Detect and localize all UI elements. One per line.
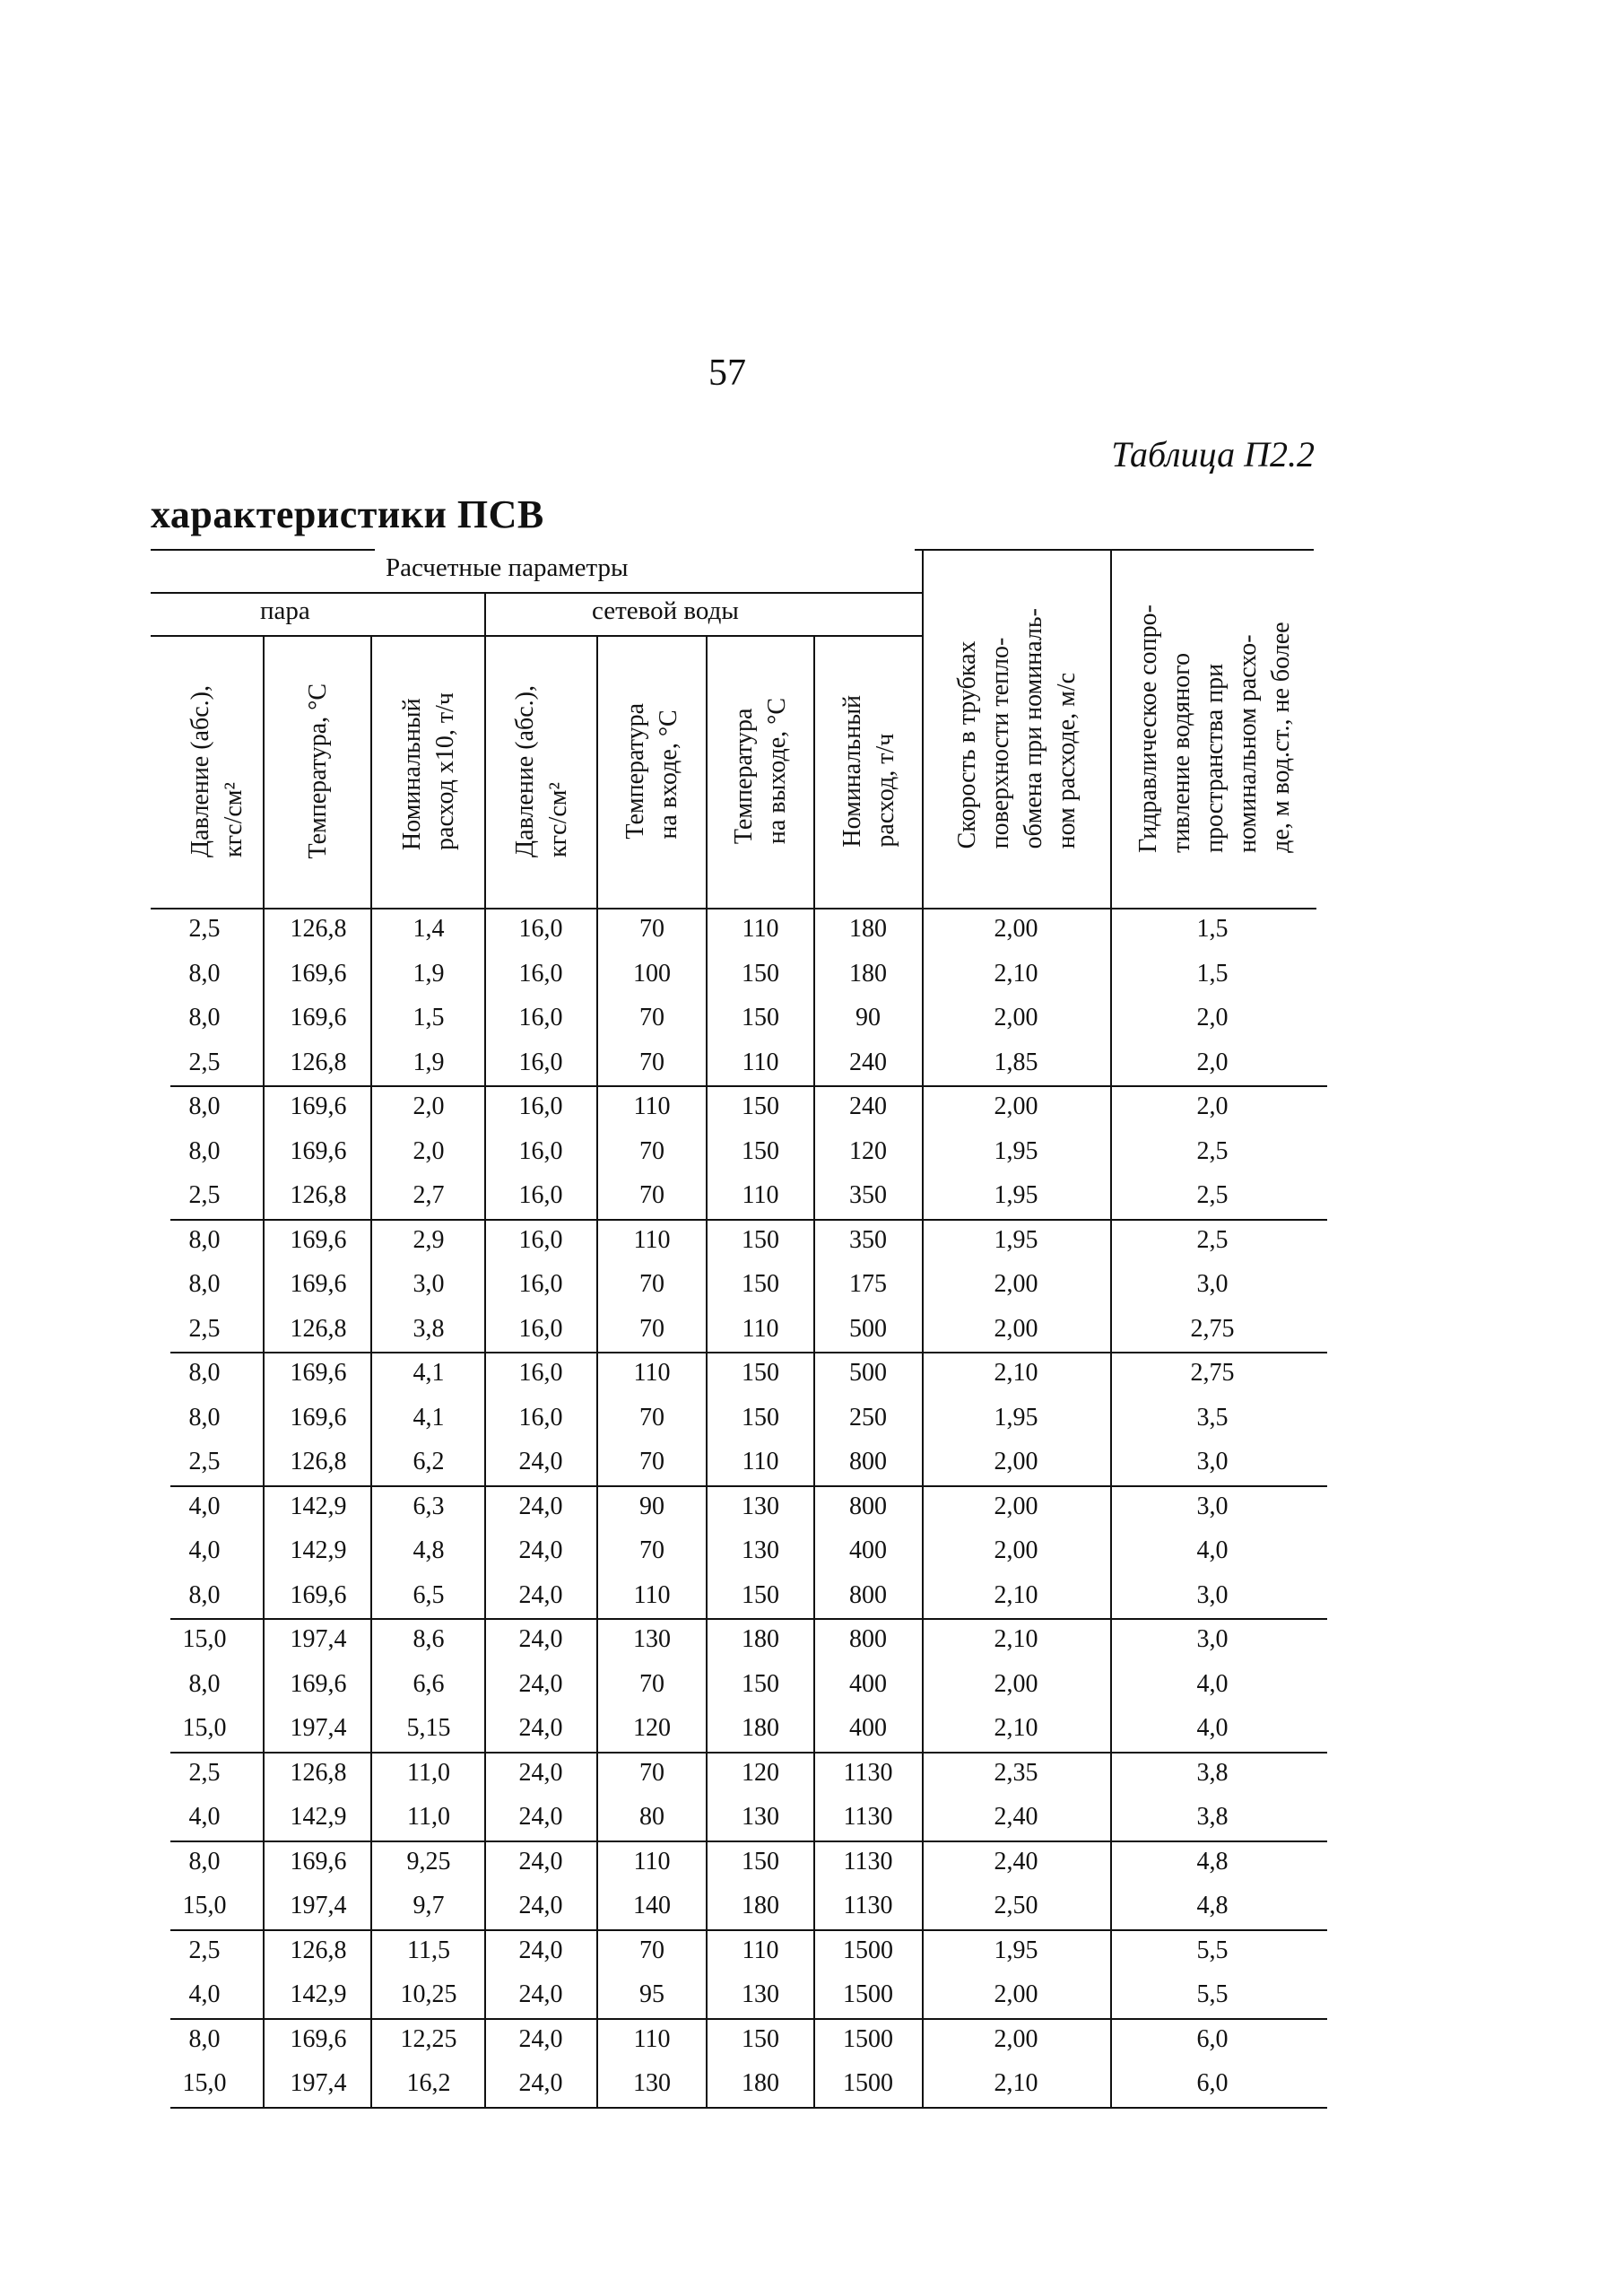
table-cell: 169,6 bbox=[290, 959, 347, 988]
table-cell: 16,0 bbox=[518, 1314, 563, 1343]
table-cell: 4,0 bbox=[1196, 1669, 1229, 1698]
table-cell: 130 bbox=[742, 1492, 779, 1520]
table-cell: 240 bbox=[849, 1092, 887, 1120]
table-cell: 2,10 bbox=[994, 2069, 1038, 2097]
table-cell: 4,0 bbox=[188, 1536, 221, 1564]
table-cell: 11,0 bbox=[407, 1803, 450, 1831]
table-cell: 110 bbox=[742, 915, 779, 943]
table-cell: 169,6 bbox=[290, 1359, 347, 1387]
table-cell: 24,0 bbox=[518, 1448, 563, 1475]
table-cell: 3,0 bbox=[413, 1270, 445, 1298]
table-cell: 70 bbox=[639, 1669, 664, 1698]
table-cell: 70 bbox=[639, 1270, 664, 1298]
table-cell: 110 bbox=[742, 1448, 779, 1475]
table-cell: 3,0 bbox=[1196, 1625, 1229, 1653]
col-header-text: Номинальный расход, т/ч bbox=[838, 695, 899, 848]
table-cell: 70 bbox=[639, 1048, 664, 1076]
table-cell: 2,10 bbox=[994, 959, 1038, 988]
table-cell: 3,8 bbox=[413, 1314, 445, 1343]
table-cell: 4,1 bbox=[413, 1359, 445, 1387]
table-cell: 4,0 bbox=[188, 1492, 221, 1520]
table-cell: 197,4 bbox=[290, 1714, 347, 1742]
table-cell: 16,0 bbox=[518, 959, 563, 988]
table-cell: 1,95 bbox=[994, 1225, 1038, 1254]
table-cell: 8,0 bbox=[188, 1847, 221, 1875]
table-cell: 2,0 bbox=[1196, 1004, 1229, 1031]
table-cell: 80 bbox=[639, 1803, 664, 1831]
table-cell: 5,15 bbox=[406, 1714, 451, 1742]
table-cell: 8,0 bbox=[188, 959, 221, 988]
table-cell: 150 bbox=[742, 1847, 779, 1875]
table-cell: 800 bbox=[849, 1625, 887, 1653]
table-cell: 2,5 bbox=[1196, 1136, 1229, 1165]
table-cell: 150 bbox=[742, 1359, 779, 1387]
table-cell: 16,0 bbox=[518, 1004, 563, 1031]
body-vrule bbox=[813, 908, 815, 2107]
table-cell: 110 bbox=[742, 1936, 779, 1964]
table-cell: 150 bbox=[742, 959, 779, 988]
table-cell: 24,0 bbox=[518, 2024, 563, 2053]
table-cell: 6,0 bbox=[1196, 2069, 1229, 2097]
row-group-rule bbox=[170, 1085, 1327, 1087]
table-cell: 2,5 bbox=[188, 1314, 221, 1343]
table-cell: 4,8 bbox=[1196, 1847, 1229, 1875]
table-cell: 70 bbox=[639, 1136, 664, 1165]
row-group-rule bbox=[170, 1929, 1327, 1931]
table-cell: 16,0 bbox=[518, 1359, 563, 1387]
table-cell: 142,9 bbox=[290, 1980, 347, 2008]
row-group-rule bbox=[170, 1618, 1327, 1620]
table-cell: 24,0 bbox=[518, 1980, 563, 2008]
table-cell: 24,0 bbox=[518, 1536, 563, 1564]
table-cell: 3,8 bbox=[1196, 1803, 1229, 1831]
table-cell: 2,00 bbox=[994, 1448, 1038, 1475]
table-cell: 142,9 bbox=[290, 1803, 347, 1831]
table-cell: 4,8 bbox=[413, 1536, 445, 1564]
table-cell: 130 bbox=[633, 2069, 671, 2097]
table-cell: 70 bbox=[639, 1936, 664, 1964]
row-group-rule bbox=[170, 1219, 1327, 1221]
table-cell: 3,8 bbox=[1196, 1758, 1229, 1787]
table-cell: 2,0 bbox=[1196, 1092, 1229, 1120]
table-cell: 150 bbox=[742, 2024, 779, 2053]
table-cell: 120 bbox=[849, 1136, 887, 1165]
table-cell: 800 bbox=[849, 1448, 887, 1475]
table-cell: 169,6 bbox=[290, 1004, 347, 1031]
table-cell: 150 bbox=[742, 1136, 779, 1165]
header-group-label: Расчетные параметры bbox=[386, 553, 629, 582]
table-cell: 70 bbox=[639, 1448, 664, 1475]
table-cell: 24,0 bbox=[518, 1892, 563, 1919]
table-cell: 169,6 bbox=[290, 1847, 347, 1875]
table-cell: 8,0 bbox=[188, 1225, 221, 1254]
table-cell: 15,0 bbox=[182, 1892, 227, 1919]
table-cell: 2,50 bbox=[994, 1892, 1038, 1919]
table-cell: 90 bbox=[855, 1004, 881, 1031]
table-cell: 169,6 bbox=[290, 1092, 347, 1120]
table-cell: 4,0 bbox=[1196, 1536, 1229, 1564]
table-cell: 110 bbox=[742, 1181, 779, 1209]
table-cell: 110 bbox=[633, 1225, 671, 1254]
table-cell: 10,25 bbox=[400, 1980, 457, 2008]
table-cell: 2,5 bbox=[188, 1181, 221, 1209]
table-cell: 169,6 bbox=[290, 2024, 347, 2053]
table-cell: 11,0 bbox=[407, 1758, 450, 1787]
table-cell: 110 bbox=[633, 1580, 671, 1609]
row-group-rule bbox=[170, 2018, 1327, 2020]
table-label: Таблица П2.2 bbox=[1111, 434, 1315, 474]
col-header-text: Скорость в трубках поверхности тепло- обмена при номиналь- ном расходе, м/с bbox=[953, 607, 1081, 849]
body-vrule bbox=[370, 908, 372, 2107]
table-cell: 95 bbox=[639, 1980, 664, 2008]
table-cell: 3,0 bbox=[1196, 1270, 1229, 1298]
table-cell: 15,0 bbox=[182, 1714, 227, 1742]
table-cell: 6,6 bbox=[413, 1669, 445, 1698]
table-cell: 24,0 bbox=[518, 1758, 563, 1787]
table-cell: 169,6 bbox=[290, 1270, 347, 1298]
table-cell: 16,0 bbox=[518, 1092, 563, 1120]
table-cell: 24,0 bbox=[518, 1580, 563, 1609]
table-cell: 2,40 bbox=[994, 1847, 1038, 1875]
table-cell: 8,0 bbox=[188, 1136, 221, 1165]
row-group-rule bbox=[170, 1352, 1327, 1353]
body-vrule bbox=[922, 908, 924, 2107]
table-cell: 15,0 bbox=[182, 2069, 227, 2097]
table-cell: 2,5 bbox=[1196, 1225, 1229, 1254]
table-cell: 1130 bbox=[843, 1847, 893, 1875]
body-vrule bbox=[263, 908, 265, 2107]
table-cell: 800 bbox=[849, 1580, 887, 1609]
table-cell: 70 bbox=[639, 1181, 664, 1209]
table-cell: 90 bbox=[639, 1492, 664, 1520]
body-vrule bbox=[1110, 908, 1112, 2107]
col-header-text: Номинальный расход х10, т/ч bbox=[397, 692, 459, 850]
table-cell: 16,0 bbox=[518, 1225, 563, 1254]
table-cell: 2,00 bbox=[994, 1536, 1038, 1564]
table-cell: 1,5 bbox=[1196, 959, 1229, 988]
table-cell: 126,8 bbox=[290, 1314, 347, 1343]
table-cell: 400 bbox=[849, 1714, 887, 1742]
table-cell: 1500 bbox=[843, 1980, 893, 2008]
table-cell: 70 bbox=[639, 1758, 664, 1787]
table-cell: 70 bbox=[639, 1403, 664, 1432]
table-cell: 180 bbox=[742, 2069, 779, 2097]
table-cell: 1500 bbox=[843, 1936, 893, 1964]
table-cell: 126,8 bbox=[290, 1181, 347, 1209]
table-cell: 175 bbox=[849, 1270, 887, 1298]
table-cell: 1,9 bbox=[413, 1048, 445, 1076]
table-cell: 3,0 bbox=[1196, 1580, 1229, 1609]
table-cell: 8,0 bbox=[188, 1359, 221, 1387]
table-cell: 2,35 bbox=[994, 1758, 1038, 1787]
table-cell: 126,8 bbox=[290, 1936, 347, 1964]
table-cell: 2,10 bbox=[994, 1625, 1038, 1653]
page-number: 57 bbox=[708, 352, 746, 394]
table-cell: 110 bbox=[633, 1359, 671, 1387]
table-cell: 180 bbox=[742, 1625, 779, 1653]
table-cell: 16,0 bbox=[518, 1181, 563, 1209]
row-group-rule bbox=[170, 1752, 1327, 1754]
col-header-text: Давление (абс.), кгс/см² bbox=[186, 685, 248, 857]
table-cell: 2,5 bbox=[188, 915, 221, 943]
table-cell: 11,5 bbox=[407, 1936, 450, 1964]
table-cell: 142,9 bbox=[290, 1536, 347, 1564]
table-cell: 16,0 bbox=[518, 1270, 563, 1298]
table-cell: 110 bbox=[633, 1847, 671, 1875]
table-cell: 150 bbox=[742, 1092, 779, 1120]
table-cell: 1130 bbox=[843, 1892, 893, 1919]
table-cell: 8,0 bbox=[188, 1092, 221, 1120]
table-cell: 2,5 bbox=[1196, 1181, 1229, 1209]
table-cell: 180 bbox=[849, 915, 887, 943]
table-cell: 169,6 bbox=[290, 1225, 347, 1254]
table-cell: 350 bbox=[849, 1181, 887, 1209]
table-cell: 24,0 bbox=[518, 1714, 563, 1742]
table-cell: 70 bbox=[639, 1314, 664, 1343]
table-cell: 110 bbox=[742, 1048, 779, 1076]
table-cell: 70 bbox=[639, 1004, 664, 1031]
table-cell: 16,2 bbox=[406, 2069, 451, 2097]
table-cell: 1,5 bbox=[1196, 915, 1229, 943]
table-cell: 8,0 bbox=[188, 1004, 221, 1031]
table-cell: 2,10 bbox=[994, 1580, 1038, 1609]
header-steam-label: пара bbox=[260, 596, 310, 625]
table-cell: 2,9 bbox=[413, 1225, 445, 1254]
table-cell: 2,7 bbox=[413, 1181, 445, 1209]
col-header-text: Давление (абс.), кгс/см² bbox=[510, 685, 572, 857]
table-cell: 169,6 bbox=[290, 1403, 347, 1432]
table-cell: 169,6 bbox=[290, 1669, 347, 1698]
body-vrule bbox=[706, 908, 708, 2107]
table-cell: 24,0 bbox=[518, 2069, 563, 2097]
table-cell: 150 bbox=[742, 1669, 779, 1698]
table-cell: 8,0 bbox=[188, 2024, 221, 2053]
table-cell: 2,00 bbox=[994, 1980, 1038, 2008]
table-cell: 16,0 bbox=[518, 1048, 563, 1076]
table-cell: 110 bbox=[633, 1092, 671, 1120]
table-cell: 169,6 bbox=[290, 1580, 347, 1609]
body-vrule bbox=[596, 908, 598, 2107]
table-cell: 1,85 bbox=[994, 1048, 1038, 1076]
table-cell: 126,8 bbox=[290, 1448, 347, 1475]
table-cell: 120 bbox=[742, 1758, 779, 1787]
table-cell: 4,8 bbox=[1196, 1892, 1229, 1919]
table-cell: 180 bbox=[742, 1892, 779, 1919]
table-cell: 1,5 bbox=[413, 1004, 445, 1031]
table-cell: 5,5 bbox=[1196, 1980, 1229, 2008]
table-cell: 1130 bbox=[843, 1758, 893, 1787]
col-header-text: Температура на выходе, °С bbox=[730, 698, 791, 845]
table-cell: 8,0 bbox=[188, 1580, 221, 1609]
table-cell: 2,0 bbox=[1196, 1048, 1229, 1076]
table-cell: 197,4 bbox=[290, 1892, 347, 1919]
table-cell: 4,0 bbox=[188, 1803, 221, 1831]
page-title: характеристики ПСВ bbox=[151, 492, 544, 536]
table-cell: 1130 bbox=[843, 1803, 893, 1831]
table-cell: 1,9 bbox=[413, 959, 445, 988]
table-cell: 9,25 bbox=[406, 1847, 451, 1875]
table-cell: 110 bbox=[742, 1314, 779, 1343]
table-cell: 150 bbox=[742, 1004, 779, 1031]
table-cell: 2,5 bbox=[188, 1048, 221, 1076]
table-cell: 2,40 bbox=[994, 1803, 1038, 1831]
row-group-rule bbox=[170, 2107, 1327, 2109]
table-cell: 15,0 bbox=[182, 1625, 227, 1653]
table-cell: 2,10 bbox=[994, 1714, 1038, 1742]
table-cell: 100 bbox=[633, 959, 671, 988]
table-cell: 197,4 bbox=[290, 2069, 347, 2097]
table-cell: 130 bbox=[742, 1803, 779, 1831]
table-cell: 180 bbox=[742, 1714, 779, 1742]
table-cell: 6,2 bbox=[413, 1448, 445, 1475]
table-cell: 6,0 bbox=[1196, 2024, 1229, 2053]
table-cell: 1500 bbox=[843, 2024, 893, 2053]
col-header-text: Гидравлическое сопро- тивление водяного пространства при номинальном расхо- де, м вод.ст., не более bbox=[1133, 604, 1295, 853]
table-cell: 1,95 bbox=[994, 1136, 1038, 1165]
table-cell: 1,95 bbox=[994, 1936, 1038, 1964]
table-cell: 120 bbox=[633, 1714, 671, 1742]
table-cell: 150 bbox=[742, 1403, 779, 1432]
table-cell: 12,25 bbox=[400, 2024, 457, 2053]
table-cell: 1,95 bbox=[994, 1403, 1038, 1432]
table-cell: 126,8 bbox=[290, 915, 347, 943]
table-cell: 4,0 bbox=[188, 1980, 221, 2008]
table-cell: 800 bbox=[849, 1492, 887, 1520]
row-group-rule bbox=[170, 1841, 1327, 1842]
table-cell: 197,4 bbox=[290, 1625, 347, 1653]
table-cell: 70 bbox=[639, 1536, 664, 1564]
table-cell: 400 bbox=[849, 1669, 887, 1698]
table-cell: 150 bbox=[742, 1580, 779, 1609]
table-cell: 130 bbox=[742, 1536, 779, 1564]
table-cell: 24,0 bbox=[518, 1936, 563, 1964]
table-cell: 8,0 bbox=[188, 1403, 221, 1432]
table-cell: 4,0 bbox=[1196, 1714, 1229, 1742]
table-cell: 16,0 bbox=[518, 1136, 563, 1165]
table-cell: 8,0 bbox=[188, 1669, 221, 1698]
table-cell: 24,0 bbox=[518, 1625, 563, 1653]
table-cell: 150 bbox=[742, 1225, 779, 1254]
table-cell: 2,5 bbox=[188, 1448, 221, 1475]
table-cell: 70 bbox=[639, 915, 664, 943]
table-cell: 130 bbox=[633, 1625, 671, 1653]
table-cell: 142,9 bbox=[290, 1492, 347, 1520]
body-vrule bbox=[484, 908, 486, 2107]
table-cell: 2,00 bbox=[994, 1270, 1038, 1298]
table-cell: 1,95 bbox=[994, 1181, 1038, 1209]
table-cell: 2,10 bbox=[994, 1359, 1038, 1387]
table-cell: 9,7 bbox=[413, 1892, 445, 1919]
table-cell: 24,0 bbox=[518, 1847, 563, 1875]
table-cell: 240 bbox=[849, 1048, 887, 1076]
table-cell: 2,00 bbox=[994, 1492, 1038, 1520]
table-cell: 2,00 bbox=[994, 1669, 1038, 1698]
table-cell: 500 bbox=[849, 1359, 887, 1387]
table-cell: 3,0 bbox=[1196, 1448, 1229, 1475]
table-cell: 1500 bbox=[843, 2069, 893, 2097]
table-cell: 3,0 bbox=[1196, 1492, 1229, 1520]
table-cell: 2,5 bbox=[188, 1758, 221, 1787]
table-cell: 110 bbox=[633, 2024, 671, 2053]
table-cell: 2,0 bbox=[413, 1092, 445, 1120]
table-cell: 5,5 bbox=[1196, 1936, 1229, 1964]
table-cell: 2,00 bbox=[994, 2024, 1038, 2053]
table-cell: 350 bbox=[849, 1225, 887, 1254]
row-group-rule bbox=[170, 1485, 1327, 1487]
table-cell: 2,00 bbox=[994, 1314, 1038, 1343]
table-cell: 400 bbox=[849, 1536, 887, 1564]
table-cell: 150 bbox=[742, 1270, 779, 1298]
header-water-label: сетевой воды bbox=[592, 596, 739, 625]
table-cell: 126,8 bbox=[290, 1048, 347, 1076]
table-cell: 2,00 bbox=[994, 1092, 1038, 1120]
table-cell: 8,0 bbox=[188, 1270, 221, 1298]
table-cell: 6,5 bbox=[413, 1580, 445, 1609]
table-cell: 500 bbox=[849, 1314, 887, 1343]
table-cell: 169,6 bbox=[290, 1136, 347, 1165]
table-cell: 250 bbox=[849, 1403, 887, 1432]
table-cell: 2,5 bbox=[188, 1936, 221, 1964]
table-cell: 4,1 bbox=[413, 1403, 445, 1432]
table-cell: 130 bbox=[742, 1980, 779, 2008]
table-cell: 16,0 bbox=[518, 1403, 563, 1432]
table-cell: 24,0 bbox=[518, 1669, 563, 1698]
table-cell: 1,4 bbox=[413, 915, 445, 943]
table-cell: 16,0 bbox=[518, 915, 563, 943]
table-cell: 2,00 bbox=[994, 1004, 1038, 1031]
table-cell: 24,0 bbox=[518, 1803, 563, 1831]
table-cell: 2,75 bbox=[1190, 1359, 1235, 1387]
table-cell: 24,0 bbox=[518, 1492, 563, 1520]
table-cell: 2,75 bbox=[1190, 1314, 1235, 1343]
table-cell: 180 bbox=[849, 959, 887, 988]
table-cell: 2,00 bbox=[994, 915, 1038, 943]
table-cell: 126,8 bbox=[290, 1758, 347, 1787]
table-cell: 3,5 bbox=[1196, 1403, 1229, 1432]
table-cell: 2,0 bbox=[413, 1136, 445, 1165]
col-header-text: Температура, °С bbox=[303, 683, 332, 859]
table-cell: 140 bbox=[633, 1892, 671, 1919]
col-header-text: Температура на входе, °С bbox=[621, 703, 682, 840]
table-cell: 6,3 bbox=[413, 1492, 445, 1520]
table-cell: 8,6 bbox=[413, 1625, 445, 1653]
